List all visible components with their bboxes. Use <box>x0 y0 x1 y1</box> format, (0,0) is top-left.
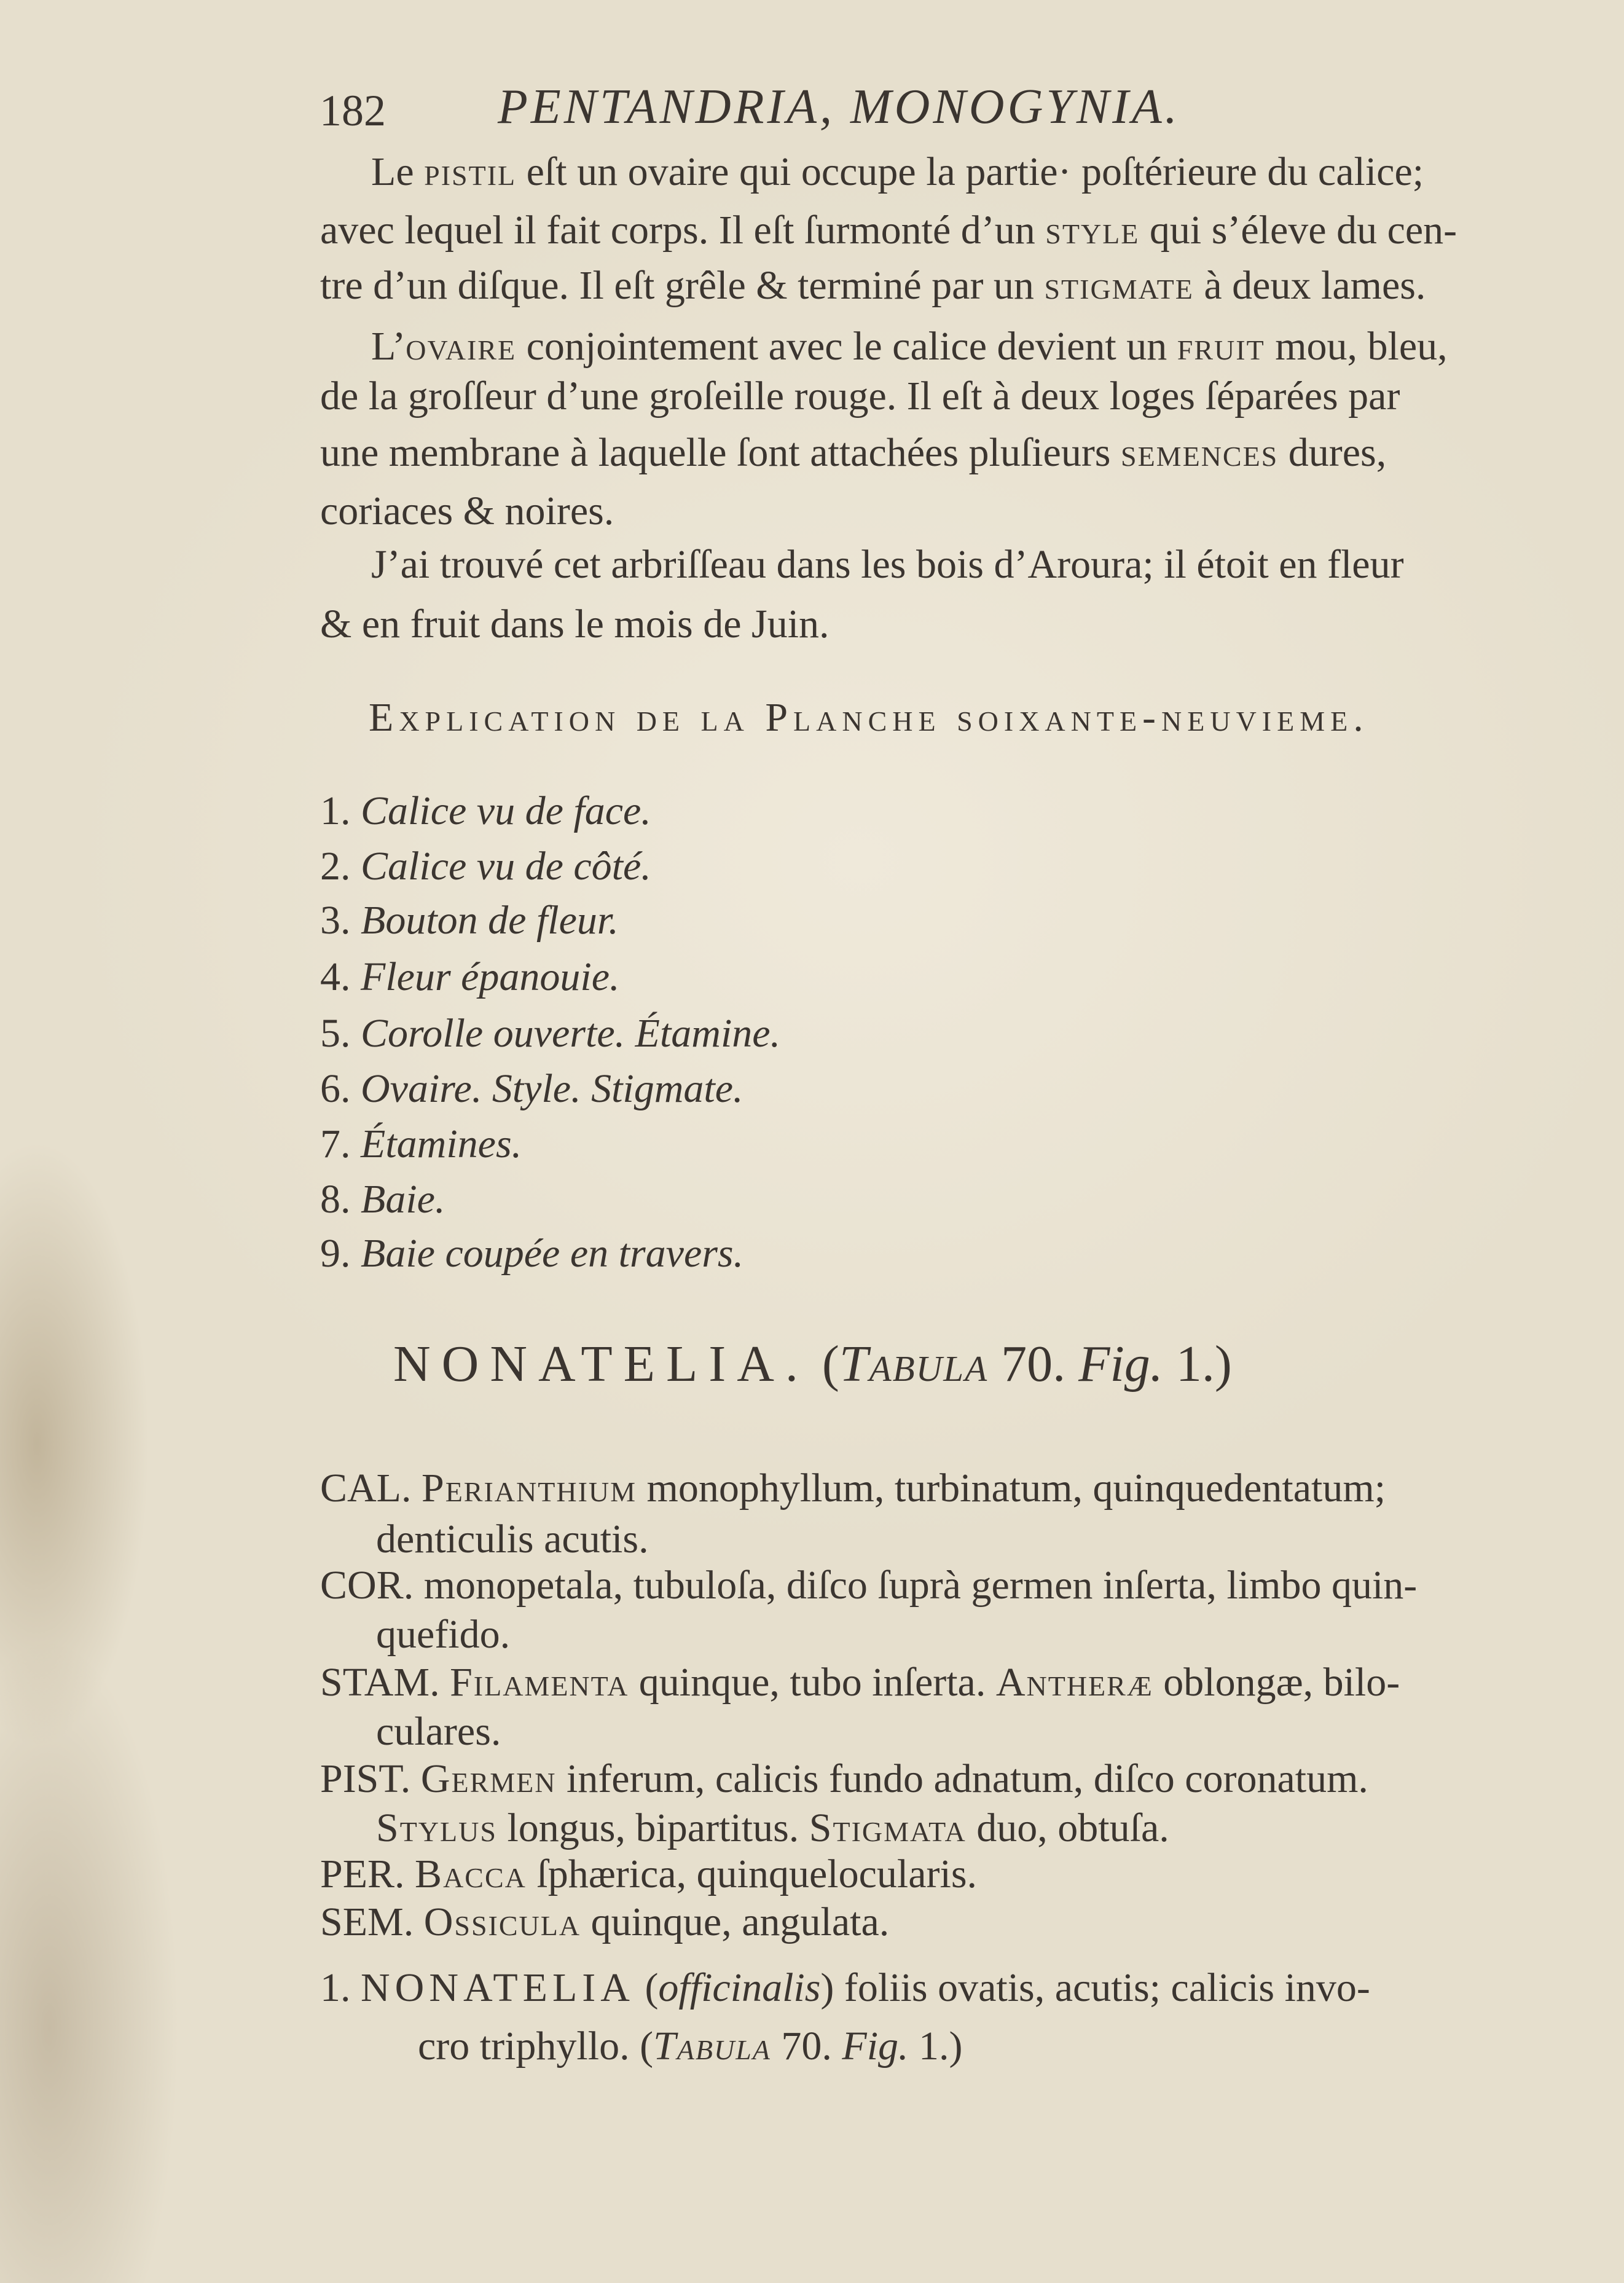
text-run: Baie. <box>361 1177 445 1222</box>
text-run: pistil <box>424 149 517 194</box>
text-run: 7. <box>320 1122 361 1166</box>
text-run: PER. <box>320 1852 415 1896</box>
text-run: Stigmata <box>809 1806 967 1850</box>
text-line <box>371 147 1424 197</box>
text-run: duo, obtuſa. <box>966 1806 1169 1850</box>
text-run: Fleur épanouie. <box>361 954 620 999</box>
text-run: Calice vu de face. <box>361 788 651 833</box>
text-line <box>320 487 614 536</box>
text-run: STAM. <box>320 1660 450 1705</box>
text-run: Corolle ouverte. Étamine. <box>361 1011 781 1056</box>
text-run: 70. <box>988 1335 1079 1393</box>
text-run: style <box>1045 208 1140 253</box>
text-line <box>320 1561 1417 1610</box>
text-line <box>320 1898 889 1947</box>
text-run: conjointement avec le calice devient un <box>516 324 1177 369</box>
text-line <box>320 372 1400 421</box>
text-line <box>376 1610 510 1659</box>
text-run: NONATELIA. <box>393 1335 809 1393</box>
text-run: 8. <box>320 1177 361 1222</box>
text-run: fruit <box>1177 324 1265 369</box>
text-line <box>320 600 830 649</box>
text-run: quinque, angulata. <box>581 1900 890 1944</box>
text-run: Le <box>371 149 425 194</box>
text-run: ( <box>634 1965 659 2010</box>
text-line <box>320 896 619 945</box>
text-run: Fig. <box>1078 1335 1163 1393</box>
text-run: PIST. <box>320 1756 421 1801</box>
text-line <box>320 1009 780 1058</box>
text-run: Calice vu de côté. <box>361 844 651 889</box>
text-line <box>320 1963 1370 2013</box>
text-run: 6. <box>320 1066 361 1111</box>
text-line <box>418 2022 963 2071</box>
text-run: monophyllum, turbinatum, quinquedentatum; <box>637 1466 1386 1511</box>
text-run: NONATELIA <box>361 1965 635 2010</box>
text-run: L’ <box>371 324 406 369</box>
text-line <box>320 1658 1400 1707</box>
text-run: qui s’éleve du cen- <box>1139 208 1457 253</box>
text-run: culares. <box>376 1709 501 1754</box>
text-run: COR. monopetala, tubuloſa, diſco ſuprà germen inſerta, limbo quin- <box>320 1563 1418 1608</box>
text-line <box>376 1515 649 1564</box>
text-run: Étamines. <box>361 1122 522 1166</box>
text-run: 5. <box>320 1011 361 1056</box>
text-run: 70. <box>771 2024 842 2069</box>
text-run: Ovaire. Style. Stigmate. <box>361 1066 743 1111</box>
text-run: coriaces & noires. <box>320 489 614 533</box>
text-run: Filamenta <box>450 1660 629 1705</box>
text-run: & en fruit dans le mois de Juin. <box>320 602 830 646</box>
text-run: Antheræ <box>995 1660 1153 1705</box>
text-line <box>376 1707 501 1756</box>
text-run: 1.) <box>1163 1335 1232 1393</box>
text-line <box>320 206 1457 255</box>
text-line <box>320 1064 743 1114</box>
text-run: 1.) <box>908 2024 963 2069</box>
text-run: Tabula <box>839 1335 989 1393</box>
text-run: officinalis <box>658 1965 821 2010</box>
text-line <box>320 1120 522 1169</box>
text-line <box>371 540 1404 589</box>
text-line <box>320 1175 445 1224</box>
text-run: 1. <box>320 788 361 833</box>
text-run: Perianthium <box>422 1466 637 1511</box>
text-line <box>393 1335 1232 1394</box>
text-run: longus, bipartitus. <box>496 1806 809 1850</box>
text-run: semences <box>1120 430 1279 475</box>
text-run: J’ai trouvé cet arbriſſeau dans les bois d’Aroura; il étoit en fleur <box>371 542 1404 587</box>
text-run: tre d’un diſque. Il eſt grêle & terminé par un <box>320 263 1045 308</box>
text-run: ( <box>809 1335 839 1393</box>
text-run: Bouton de fleur. <box>361 898 619 943</box>
text-run: Stylus <box>376 1806 497 1850</box>
text-run: avec lequel il fait corps. Il eſt ſurmonté d’un <box>320 208 1046 253</box>
text-run: 9. <box>320 1231 361 1276</box>
text-run: stigmate <box>1044 263 1194 308</box>
text-run: Fig. <box>842 2024 909 2069</box>
running-title: PENTANDRIA, MONOGYNIA. <box>498 80 1180 134</box>
text-run: dures, <box>1278 430 1387 475</box>
text-run: CAL. <box>320 1466 422 1511</box>
text-line <box>320 1754 1368 1804</box>
text-run: Germen <box>420 1756 557 1801</box>
text-run: ) foliis ovatis, acutis; calicis invo- <box>820 1965 1370 2010</box>
text-run: 1. <box>320 1965 361 2010</box>
text-run: inferum, calicis fundo adnatum, diſco coronatum. <box>556 1756 1368 1801</box>
text-line <box>320 953 620 1002</box>
text-line <box>320 428 1386 477</box>
text-run: Ossicula <box>423 1900 581 1944</box>
text-line <box>320 842 651 891</box>
text-run: eſt un ovaire qui occupe la partie· poſtérieure du calice; <box>516 149 1424 194</box>
text-run: 3. <box>320 898 361 943</box>
text-run: denticulis acutis. <box>376 1517 649 1562</box>
text-line <box>320 1464 1386 1513</box>
text-run: ſphærica, quinquelocularis. <box>526 1852 978 1896</box>
text-run: à deux lames. <box>1193 263 1426 308</box>
text-run: une membrane à laquelle ſont attachées pluſieurs <box>320 430 1121 475</box>
text-run: 4. <box>320 954 361 999</box>
text-run: Bacca <box>415 1852 527 1896</box>
text-run: ovaire <box>406 324 517 369</box>
text-line <box>320 261 1426 310</box>
text-run: quefido. <box>376 1612 511 1657</box>
text-line <box>320 1850 977 1899</box>
text-line <box>369 693 1369 742</box>
text-run: oblongæ, bilo- <box>1153 1660 1400 1705</box>
text-run: quinque, tubo inſerta. <box>629 1660 996 1705</box>
text-run: Explication de la Planche soixante-neuvieme. <box>369 695 1369 740</box>
text-run: mou, bleu, <box>1265 324 1448 369</box>
text-line <box>376 1804 1169 1853</box>
text-run: Tabula <box>653 2024 771 2069</box>
text-run: 2. <box>320 844 361 889</box>
text-line <box>320 1229 743 1278</box>
text-line <box>320 787 651 836</box>
text-run: de la groſſeur d’une groſeille rouge. Il eſt à deux loges ſéparées par <box>320 374 1400 418</box>
text-run: SEM. <box>320 1900 424 1944</box>
text-run: Baie coupée en travers. <box>361 1231 744 1276</box>
text-line <box>371 322 1448 371</box>
text-run: cro triphyllo. ( <box>418 2024 654 2069</box>
page-number: 182 <box>320 86 386 135</box>
